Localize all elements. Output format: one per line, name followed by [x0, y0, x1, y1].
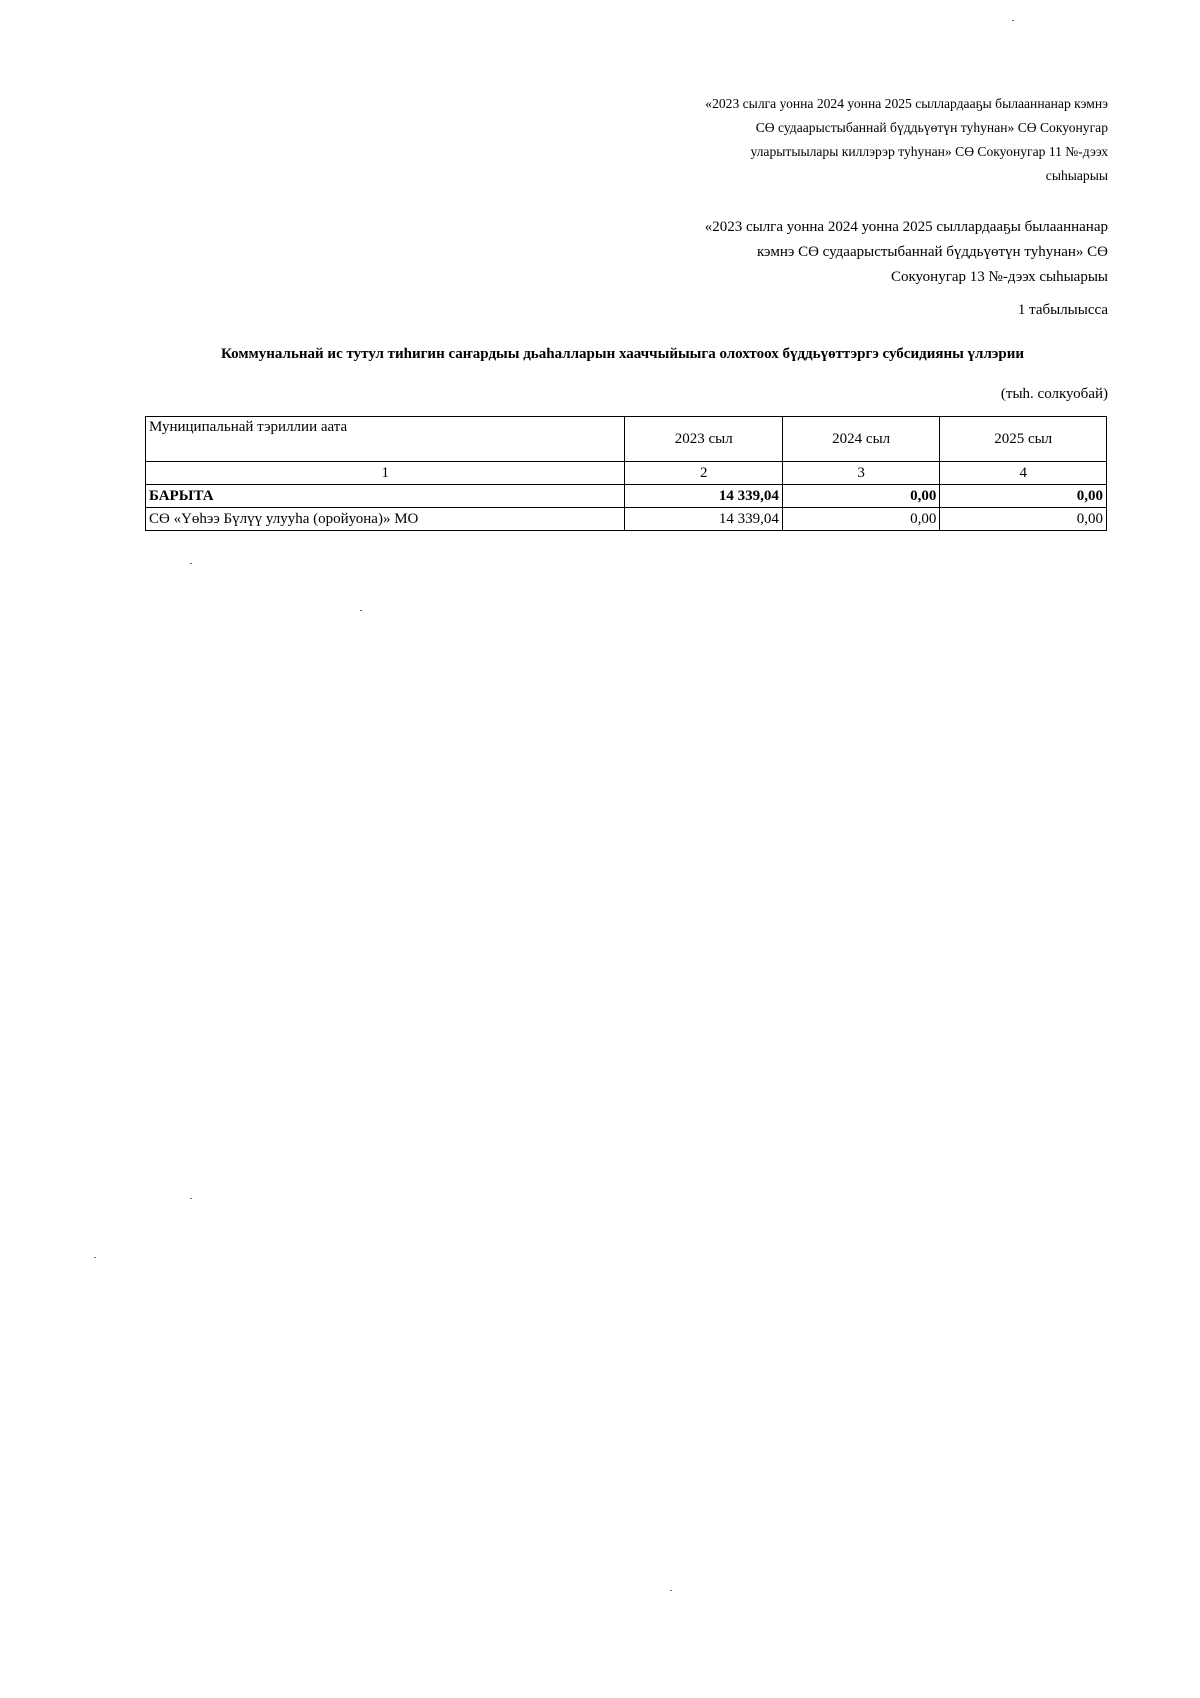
- row-name: СӨ «Үөһээ Бүлүү улууһа (оройуона)» МО: [146, 508, 625, 531]
- column-header-2025: 2025 сыл: [940, 417, 1107, 462]
- table-row-total: [146, 485, 1107, 508]
- column-header-municipality: Муниципальнай тэриллии аата: [146, 417, 625, 462]
- scan-speck: [94, 1257, 96, 1258]
- scan-speck: [1012, 20, 1014, 21]
- table-header-row: [146, 417, 1107, 462]
- value-2025: 0,00: [940, 485, 1107, 508]
- header-line: сыһыарыы: [1045, 168, 1108, 183]
- column-number: 1: [146, 462, 625, 485]
- value-2023: 14 339,04: [625, 485, 782, 508]
- appendix-header-original: [568, 215, 1108, 290]
- scan-speck: [360, 610, 362, 611]
- column-number: 4: [940, 462, 1107, 485]
- units-label: (тыһ. солкуобай): [1000, 386, 1108, 402]
- header-line: уларытыылары киллэрэр туһунан» СӨ Сокуонугар 11 №-дээх: [750, 144, 1108, 159]
- scan-speck: [670, 1590, 672, 1591]
- column-number-row: [146, 462, 1107, 485]
- column-number: 3: [782, 462, 939, 485]
- subsidy-table: [145, 416, 1107, 531]
- header-line: кэмнэ СӨ судаарыстыбаннай бүддьүөтүн туһунан» СӨ: [756, 244, 1108, 260]
- header-line: «2023 сылга уонна 2024 уонна 2025 сыллардааҕы былааннанар кэмнэ: [705, 96, 1108, 111]
- column-header-2023: 2023 сыл: [625, 417, 782, 462]
- value-2024: 0,00: [782, 508, 939, 531]
- document-title: Коммунальнай ис тутул тиһигин саҥардыы дьаһалларын хааччыйыыга олохтоох бүддьүөттэргэ субсидияны үллэрии: [221, 346, 1024, 362]
- value-2025: 0,00: [940, 508, 1107, 531]
- value-2024: 0,00: [782, 485, 939, 508]
- header-line: «2023 сылга уонна 2024 уонна 2025 сыллардааҕы былааннанар: [704, 219, 1108, 235]
- appendix-header-current: [588, 92, 1108, 188]
- scan-speck: [190, 563, 192, 564]
- header-line: СӨ судаарыстыбаннай бүддьүөтүн туһунан» СӨ Сокуонугар: [755, 120, 1108, 135]
- row-name: БАРЫТА: [146, 485, 625, 508]
- scan-speck: [190, 1198, 192, 1199]
- column-number: 2: [625, 462, 782, 485]
- value-2023: 14 339,04: [625, 508, 782, 531]
- table-row: [146, 508, 1107, 531]
- column-header-2024: 2024 сыл: [782, 417, 939, 462]
- annex-label: 1 табылыысса: [1017, 302, 1108, 318]
- header-line: Сокуонугар 13 №-дээх сыһыарыы: [890, 269, 1108, 285]
